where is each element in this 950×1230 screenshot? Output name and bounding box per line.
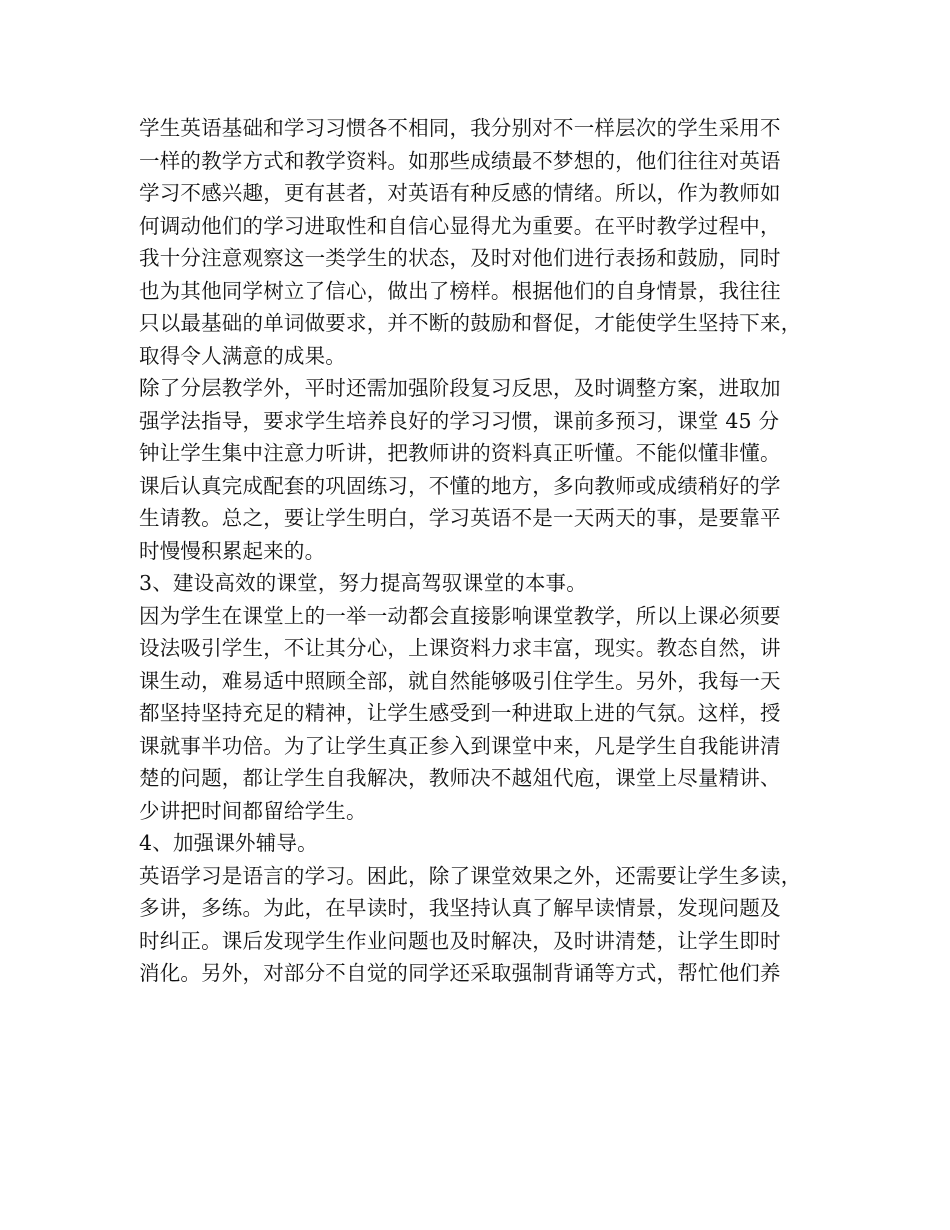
text-line-17: 设法吸引学生，不让其分心，上课资料力求丰富，现实。教态自然，讲 [139,636,781,660]
text-line-20: 课就事半功倍。为了让学生真正参入到课堂中来，凡是学生自我能讲清 [139,733,781,758]
text-line-18: 课生动，难易适中照顾全部，就自然能够吸引住学生。另外，我每一天 [139,668,781,693]
text-line-8: 取得令人满意的成果。 [139,343,346,368]
text-line-11: 钟让学生集中注意力听讲，把教师讲的资料真正听懂。不能似懂非懂。 [139,441,781,465]
text-line-24: 英语学习是语言的学习。困此，除了课堂效果之外，还需要让学生多读， [139,863,802,888]
text-line-22: 少讲把时间都留给学生。 [139,798,367,823]
text-line-3: 学习不感兴趣，更有甚者，对英语有种反感的情绪。所以，作为教师如 [139,181,781,205]
section-heading-4: 4、加强课外辅导。 [139,831,318,855]
text-line-12: 课后认真完成配套的巩固练习，不懂的地方，多向教师或成绩稍好的学 [139,473,781,498]
text-line-19: 都坚持坚持充足的精神，让学生感受到一种进取上进的气氛。这样，授 [139,701,781,725]
document-body [139,112,829,990]
text-line-5: 我十分注意观察这一类学生的状态，及时对他们进行表扬和鼓励，同时 [139,246,781,270]
text-line-2: 一样的教学方式和教学资料。如那些成绩最不梦想的，他们往往对英语 [139,148,781,173]
text-line-16: 因为学生在课堂上的一举一动都会直接影响课堂教学，所以上课必须要 [139,603,781,628]
text-line-27: 消化。另外，对部分不自觉的同学还采取强制背诵等方式，帮忙他们养 [139,961,781,985]
text-line-26: 时纠正。课后发现学生作业问题也及时解决，及时讲清楚，让学生即时 [139,928,781,953]
text-line-9: 除了分层教学外，平时还需加强阶段复习反思，及时调整方案，进取加 [139,376,781,400]
text-line-10: 强学法指导，要求学生培养良好的学习习惯，课前多预习，课堂 45 分 [139,408,780,433]
text-line-13: 生请教。总之，要让学生明白，学习英语不是一天两天的事，是要靠平 [139,506,781,530]
text-line-4: 何调动他们的学习进取性和自信心显得尤为重要。在平时教学过程中， [139,213,781,238]
text-line-25: 多讲，多练。为此，在早读时，我坚持认真了解早读情景，发现问题及 [139,896,781,920]
text-line-7: 只以最基础的单词做要求，并不断的鼓励和督促，才能使学生坚持下来， [139,311,802,335]
section-heading-3: 3、建设高效的课堂，努力提高驾驭课堂的本事。 [139,571,587,595]
text-line-6: 也为其他同学树立了信心，做出了榜样。根据他们的自身情景，我往往 [139,278,781,303]
text-line-14: 时慢慢积累起来的。 [139,538,326,563]
text-line-1: 学生英语基础和学习习惯各不相同，我分别对不一样层次的学生采用不 [139,116,781,140]
text-line-21: 楚的问题，都让学生自我解决，教师决不越俎代庖，课堂上尽量精讲、 [139,766,781,790]
